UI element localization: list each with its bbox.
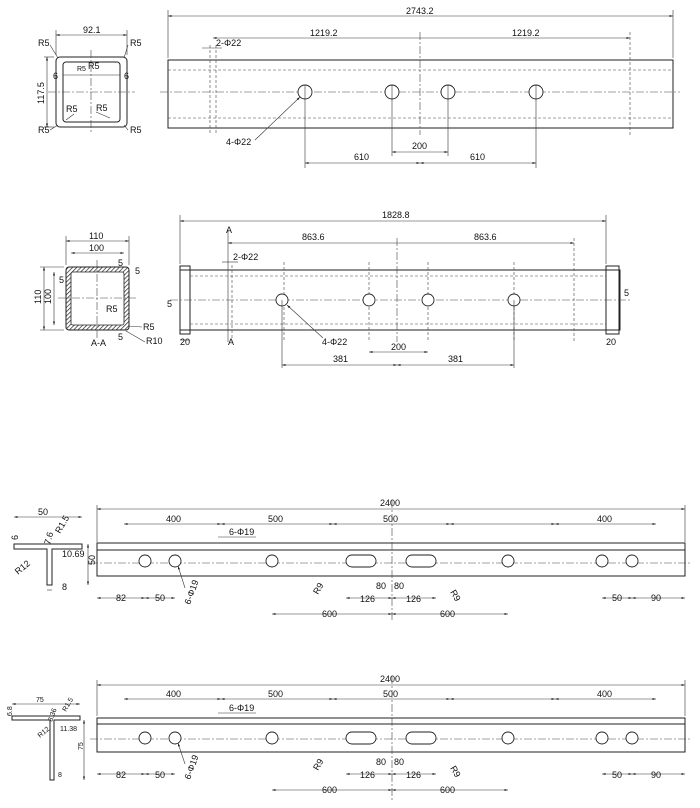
d2-cross-section (33, 231, 163, 348)
d4-seg3: 500 (383, 689, 399, 699)
d2-t-left: 5 (59, 275, 65, 285)
d2-t-r: 5 (624, 288, 630, 298)
d1-d200: 200 (412, 141, 428, 151)
d3-length: 2400 (380, 498, 401, 508)
d4-sec-r1: R1.5 (61, 696, 76, 713)
d2-beam (167, 210, 630, 368)
d1-r-small: R5 (77, 66, 86, 73)
d4-d50b: 50 (612, 770, 623, 780)
d1-beam (160, 6, 680, 168)
d3-d80a: 80 (376, 581, 387, 591)
d1-r-in-top: R5 (88, 61, 100, 71)
d3-sec-d76: 7.6 (42, 530, 56, 546)
d4-sec-d: 8.36 (47, 707, 59, 723)
d2-d200: 200 (391, 342, 407, 352)
d2-d381a: 381 (333, 354, 349, 364)
d2-r-out1: R5 (143, 322, 155, 332)
d4-cross-section (7, 697, 85, 780)
d3-d126b: 126 (406, 594, 422, 604)
d3-seg4: 400 (597, 514, 613, 524)
d3-seg3: 500 (383, 514, 399, 524)
d3-sec-t: 6 (10, 534, 20, 540)
d1-half-a: 1219.2 (310, 28, 338, 38)
d2-end-r: 20 (606, 337, 617, 347)
d4-r9b: R9 (448, 764, 463, 779)
d3-sec-h: 50 (87, 554, 97, 565)
d4-seg2: 500 (268, 689, 284, 699)
d3-d600b: 600 (440, 609, 456, 619)
d2-w-outer: 110 (89, 231, 104, 241)
d3-sec-r1: R1.5 (53, 513, 72, 535)
drawing4 (7, 674, 692, 800)
d2-t-bot: 5 (118, 332, 124, 342)
d3-d126a: 126 (360, 594, 376, 604)
d3-d90: 90 (651, 593, 662, 603)
d1-t-left: 6 (53, 71, 59, 81)
d4-d50a: 50 (155, 770, 166, 780)
d2-t-l: 5 (167, 299, 173, 309)
d4-r9a: R9 (311, 757, 326, 772)
d4-d80a: 80 (376, 757, 387, 767)
d2-t-top: 5 (118, 258, 124, 268)
d3-sec-r12: R12 (12, 558, 32, 577)
d2-sec-top: A (226, 225, 233, 235)
d3-sec-w: 50 (38, 507, 49, 517)
d2-w-inner: 100 (89, 243, 105, 253)
d1-r-in-bot: R5 (96, 103, 108, 113)
d3-d600a: 600 (322, 609, 338, 619)
d4-seg4: 400 (597, 689, 613, 699)
d2-label: A-A (91, 338, 107, 348)
d1-holes2: 2-Φ22 (216, 38, 242, 48)
d1-r-tr: R5 (130, 38, 142, 48)
d3-r9b: R9 (448, 588, 463, 603)
d3-d50a: 50 (155, 593, 166, 603)
d4-d600a: 600 (322, 785, 338, 795)
d3-beam (90, 498, 692, 620)
d1-holes4: 4-Φ22 (226, 137, 252, 147)
d4-holes-b: 6-Φ19 (182, 753, 201, 781)
d4-d80b: 80 (394, 757, 405, 767)
d3-holes-b: 6-Φ19 (182, 578, 201, 606)
d3-d82: 82 (116, 593, 127, 603)
d2-half-b: 863.6 (474, 232, 497, 242)
drawing2 (33, 210, 630, 368)
d3-seg2: 500 (268, 514, 284, 524)
d1-sec-width: 92.1 (83, 25, 101, 35)
d4-sec-w: 75 (36, 697, 44, 704)
drawing1 (36, 6, 680, 168)
d3-r9a: R9 (311, 581, 326, 596)
d3-sec-base: 8 (62, 582, 68, 592)
d4-sec-base: 8 (58, 772, 62, 779)
d4-sec-t: 6.8 (7, 706, 14, 716)
d2-end-l: 20 (180, 337, 191, 347)
d4-holes-a: 6-Φ19 (229, 703, 255, 713)
d3-holes-a: 6-Φ19 (229, 527, 255, 537)
d3-cross-section (10, 507, 97, 592)
d1-cross-section (36, 25, 142, 135)
d2-holes4: 4-Φ22 (322, 337, 348, 347)
d1-t-right: 6 (124, 71, 130, 81)
d1-r-br: R5 (130, 125, 142, 135)
d1-r-bl: R5 (38, 125, 50, 135)
d4-length: 2400 (380, 674, 401, 684)
d4-d126b: 126 (406, 770, 422, 780)
d3-sec-d1069: 10.69 (62, 549, 85, 559)
d2-t-right: 5 (135, 266, 141, 276)
d2-d381b: 381 (448, 354, 464, 364)
d2-sec-bot: A (228, 337, 235, 347)
d2-holes2: 2-Φ22 (233, 252, 259, 262)
d4-d126a: 126 (360, 770, 376, 780)
d1-half-b: 1219.2 (512, 28, 540, 38)
drawing3 (10, 498, 692, 620)
d4-seg1: 400 (166, 689, 182, 699)
d2-half-a: 863.6 (302, 232, 325, 242)
d4-sec-r12: R12 (36, 725, 52, 740)
d4-beam (90, 674, 692, 800)
d2-length: 1828.8 (382, 210, 410, 220)
d2-r-in: R5 (106, 304, 118, 314)
d1-sec-height: 117.5 (36, 82, 46, 104)
d3-seg1: 400 (166, 514, 182, 524)
d1-d610b: 610 (470, 152, 486, 162)
d2-r-out2: R10 (146, 336, 163, 346)
d1-r-in-bot-l: R5 (66, 104, 78, 114)
d3-d50b: 50 (612, 593, 623, 603)
d4-d600b: 600 (440, 785, 456, 795)
d3-d80b: 80 (394, 581, 405, 591)
d2-h-outer: 110 (33, 289, 43, 304)
d1-length: 2743.2 (406, 6, 434, 16)
d1-d610a: 610 (354, 152, 370, 162)
d1-r-tl: R5 (38, 38, 50, 48)
d4-sec-h: 75 (78, 742, 85, 750)
d2-h-inner: 100 (43, 288, 53, 304)
d4-d90: 90 (651, 770, 662, 780)
d4-d82: 82 (116, 770, 127, 780)
d4-sec-d2: 11.38 (60, 726, 77, 733)
